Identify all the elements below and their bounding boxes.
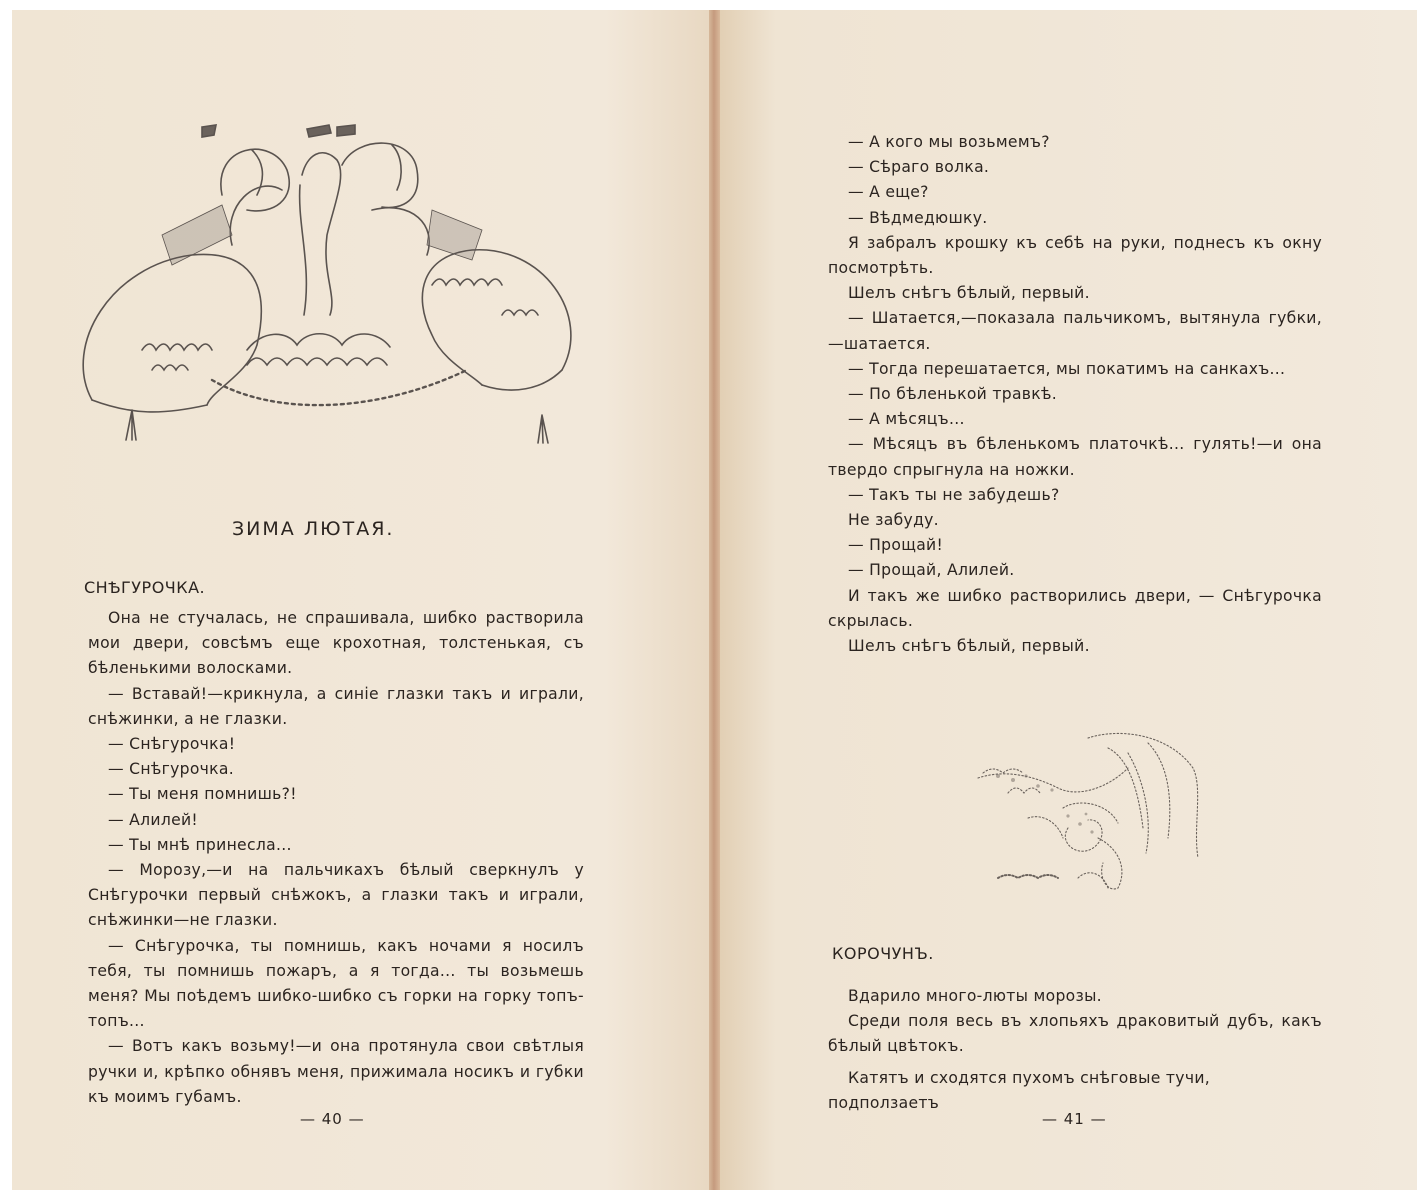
floral-branch-vignette-illustration [968, 728, 1208, 908]
paragraph: — А мѣсяцъ... [848, 410, 965, 429]
headpiece-ornament-illustration [72, 115, 582, 445]
book-spread [12, 10, 1417, 1190]
paragraph: И такъ же шибко растворились двери, — Снѣгурочка скрылась. [828, 586, 1322, 630]
paragraph: Не забуду. [848, 511, 939, 530]
paragraph: — А кого мы возьмемъ? [848, 133, 1050, 151]
right-page-body-bottom [828, 984, 1322, 1116]
paragraph: — Алилей! [108, 810, 198, 829]
paragraph: — Шатается,—показала пальчикомъ, вытянула губки,—шатается. [828, 309, 1322, 353]
paragraph: — Морозу,—и на пальчикахъ бѣлый сверкнулъ у Снѣгурочки первый снѣжокъ, а глазки такъ и играли, снѣжинки—не глазки. [88, 861, 584, 930]
paragraph: — Тогда перешатается, мы покатимъ на санкахъ... [848, 359, 1286, 378]
paragraph: Шелъ снѣгъ бѣлый, первый. [848, 637, 1090, 656]
left-page [12, 10, 709, 1190]
paragraph: — Снѣгурочка! [108, 735, 236, 754]
paragraph: — Такъ ты не забудешь? [848, 485, 1060, 504]
paragraph: Она не стучалась, не спрашивала, шибко растворила мои двери, совсѣмъ еще крохотная, толстенькая, съ бѣленькими волосками. [88, 609, 584, 678]
paragraph: — А еще? [848, 183, 929, 202]
right-page [720, 10, 1417, 1190]
page-number-right: — 41 — [1042, 1110, 1107, 1128]
paragraph: Среди поля весь въ хлопьяхъ драковитый дубъ, какъ бѣлый цвѣтокъ. [828, 1012, 1322, 1056]
paragraph: — Ты меня помнишь?! [108, 785, 297, 804]
paragraph: — Прощай! [848, 536, 944, 555]
paragraph: — Сѣраго волка. [848, 158, 990, 177]
paragraph: Я забралъ крошку къ себѣ на руки, поднесъ къ окну посмотрѣть. [828, 233, 1322, 278]
book-gutter [709, 10, 720, 1190]
paragraph: — Ты мнѣ принесла... [108, 835, 292, 854]
paragraph: Шелъ снѣгъ бѣлый, первый. [848, 284, 1090, 303]
right-page-body-top [828, 130, 1322, 659]
paragraph: — Снѣгурочка, ты помнишь, какъ ночами я носилъ тебя, ты помнишь пожаръ, а я тогда... ты возьмешь меня? Мы поѣдемъ шибко-шибко съ горки на горку топъ-топъ... [88, 936, 584, 1031]
section-heading-korochun: КОРОЧУНЪ. [832, 944, 934, 963]
paragraph: — Вѣдмедюшку. [848, 208, 988, 227]
paragraph: — По бѣленькой травкѣ. [848, 385, 1058, 404]
paragraph: — Прощай, Алилей. [848, 561, 1015, 580]
chapter-title: ЗИМА ЛЮТАЯ. [232, 518, 395, 540]
section-heading-snegurochka: СНѢГУРОЧКА. [84, 578, 206, 597]
page-number-left: — 40 — [300, 1110, 365, 1128]
paragraph: — Вставай!—крикнула, а синіе глазки такъ и играли, снѣжинки, а не глазки. [88, 684, 584, 728]
paragraph: Вдарило много-люты морозы. [848, 987, 1102, 1005]
paragraph: — Мѣсяцъ въ бѣленькомъ платочкѣ... гулять!—и она твердо спрыгнула на ножки. [828, 435, 1322, 479]
left-page-body [88, 606, 584, 1110]
paragraph: — Снѣгурочка. [108, 760, 235, 779]
paragraph: Катятъ и сходятся пухомъ снѣговые тучи, подползаетъ [828, 1068, 1211, 1112]
paragraph: — Вотъ какъ возьму!—и она протянула свои свѣтлыя ручки и, крѣпко обнявъ меня, прижимала носикъ и губки къ моимъ губамъ. [88, 1037, 584, 1106]
